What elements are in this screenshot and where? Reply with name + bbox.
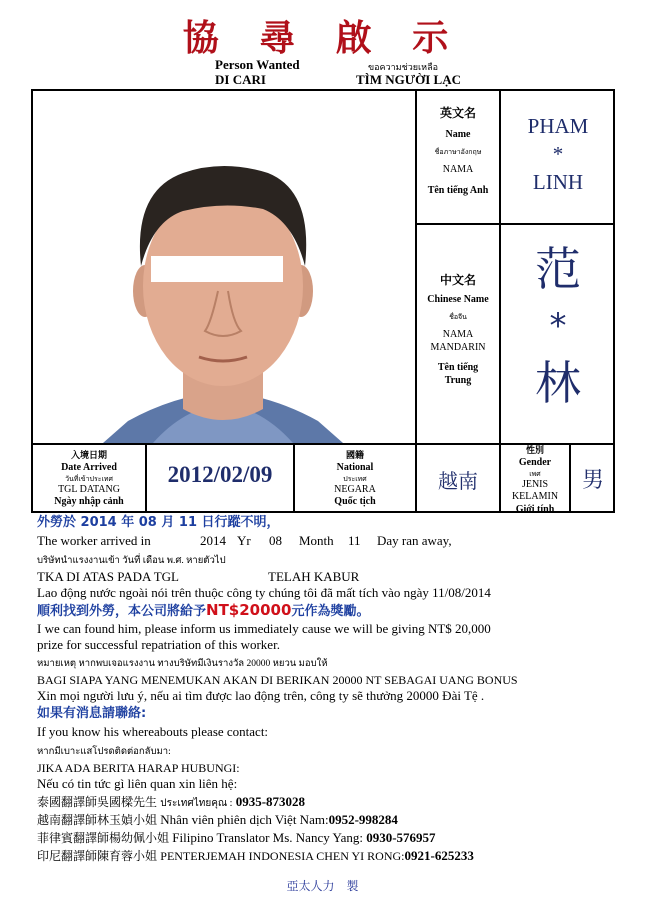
surname-zh: 范 — [535, 242, 581, 296]
name-zh-label-vi-2: Trung — [444, 374, 472, 386]
date-arrived-value: 2012/02/09 — [167, 462, 273, 487]
arrived-year: 2014 — [200, 533, 226, 548]
contact-prefix: 越南翻譯師林玉媜小姐 — [37, 813, 158, 827]
contact-prefix: 印尼翻譯師陳育蓉小姐 — [37, 849, 158, 863]
viet-title-label: TÌM NGƯỜI LẠC — [356, 72, 461, 87]
year-label: Yr — [237, 533, 251, 548]
national-label-id: NEGARA — [334, 483, 376, 495]
name-en-label-th: ชื่อภาษาอังกฤษ — [434, 147, 482, 156]
name-zh-label-th: ชื่อจีน — [449, 312, 467, 321]
body-line-th-date: บริษัทนำแรงงานเข้า วันที่ เดือน พ.ศ. หายตัวไป — [37, 556, 226, 566]
tka-text: TKA DI ATAS PADA TGL — [37, 569, 179, 584]
name-en-label-zh: 英文名 — [439, 106, 476, 120]
gender-label-vi: Giới tính — [515, 503, 555, 515]
national-label-vi: Quốc tịch — [334, 496, 376, 507]
contact-mid: ประเทศไทยคุณ : — [160, 798, 233, 809]
arrived-text: The worker arrived in — [37, 533, 151, 548]
arrived-month: 08 — [269, 533, 282, 548]
gender-labels — [501, 446, 569, 516]
contact-mid: Filipino Translator Ms. Nancy Yang: — [172, 830, 363, 845]
body-line-id-contact: JIKA ADA BERITA HARAP HUBUNGI: — [37, 761, 240, 775]
name-en-label-en: Name — [445, 129, 471, 140]
reward-text-zh: 順利找到外勞，本公司將給予 — [37, 604, 207, 619]
name-en-labels — [417, 106, 499, 197]
contact-indonesia-translator — [37, 848, 474, 864]
gender-label-th: เพศ — [529, 469, 541, 478]
contact-viet-translator — [37, 812, 398, 828]
contact-phone: 0921-625233 — [404, 848, 474, 863]
body-line-id-date — [37, 569, 360, 585]
body-line-zh-date: 外勞於 2014 年 08 月 11 日行蹤不明， — [37, 515, 280, 530]
contact-phone: 0935-873028 — [235, 794, 306, 809]
name-en-label-vi: Tên tiếng Anh — [427, 184, 489, 196]
date-label-en: Date Arrived — [61, 462, 117, 474]
contact-thai-translator — [37, 794, 305, 812]
body-line-vi-reward: Xin mọi người lưu ý, nếu ai tìm được lao động trên, công ty sẽ thưởng 20000 Đài Tệ . — [37, 688, 485, 703]
body-line-id-reward: BAGI SIAPA YANG MENEMUKAN AKAN DI BERIKAN 20000 NT SEBAGAI UANG BONUS — [37, 673, 518, 687]
reward-suffix: 元作為獎勵。 — [291, 604, 370, 619]
arrived-day: 11 — [348, 533, 361, 548]
date-label-zh: 入境日期 — [70, 451, 107, 461]
kabur-text: TELAH KABUR — [268, 569, 360, 584]
body-line-en-date — [37, 533, 452, 549]
national-label-th: ประเทศ — [343, 474, 367, 483]
contact-phone: 0930-576957 — [366, 830, 436, 845]
body-line-zh-reward — [37, 602, 369, 620]
grid-line — [415, 223, 615, 225]
body-line-th-reward: หมายเหตุ หากพบเจอแรงงาน ทางบริษัทมีเงินรางวัล 20000 หยวน มอบให้ — [37, 659, 328, 669]
contact-mid: Nhân viên phiên dịch Việt Nam: — [160, 812, 329, 827]
grid-line — [31, 443, 615, 445]
body-line-en-reward-2: prize for successful repatriation of this worker. — [37, 637, 280, 652]
reward-amount: NT$20000 — [206, 601, 292, 619]
month-label: Month — [299, 533, 334, 548]
contact-filipino-translator — [37, 830, 436, 846]
gender-label-en: Gender — [518, 457, 552, 469]
name-en-label-id: NAMA — [442, 164, 474, 176]
given-name-zh: 林 — [535, 356, 581, 410]
gender-label-id-1: JENIS — [521, 478, 549, 490]
date-arrived-labels — [33, 451, 145, 509]
given-name-en: LINH — [532, 170, 584, 194]
contact-prefix: 菲律賓翻譯師楊幼佩小姐 — [37, 831, 170, 845]
person-photo — [33, 91, 415, 443]
gender-label-zh: 性別 — [525, 446, 544, 456]
national-label-zh: 國籍 — [345, 451, 364, 461]
body-line-en-contact: If you know his whereabouts please contact: — [37, 724, 269, 739]
body-line-vi-date: Lao động nước ngoài nói trên thuộc công ty chúng tôi đã mất tích vào ngày 11/08/2014 — [37, 585, 491, 600]
surname-en: PHAM — [527, 114, 589, 138]
thai-title-label: ขอความช่วยเหลือ — [368, 62, 438, 72]
date-label-th: วันที่เข้าประเทศ — [65, 474, 113, 483]
name-en-value — [501, 112, 615, 196]
poster-title: 協 尋 啟 示 — [182, 17, 463, 59]
name-zh-labels — [417, 273, 499, 387]
footer-credit: 亞太人力 製 — [286, 879, 359, 893]
date-label-vi: Ngày nhập cảnh — [54, 496, 124, 507]
date-label-id: TGL DATANG — [58, 483, 120, 495]
contact-mid: PENTERJEMAH INDONESIA CHEN YI RONG: — [160, 849, 405, 863]
national-labels — [295, 451, 415, 509]
name-zh-label-en: Chinese Name — [427, 294, 489, 305]
name-zh-label-zh: 中文名 — [439, 273, 476, 287]
name-separator: * — [552, 142, 564, 166]
di-cari-label: DI CARI — [215, 72, 266, 87]
contact-prefix: 泰國翻譯師吳國樑先生 — [37, 795, 158, 809]
body-line-en-reward-1: I we can found him, please inform us immediately cause we will be giving NT$ 20,000 — [37, 621, 491, 636]
name-zh-label-id-2: MANDARIN — [430, 341, 486, 353]
body-line-zh-contact: 如果有消息請聯絡: — [37, 706, 147, 721]
person-wanted-label: Person Wanted — [215, 57, 300, 72]
contact-phone: 0952-998284 — [328, 812, 398, 827]
body-line-vi-contact: Nếu có tin tức gì liên quan xin liên hệ: — [37, 776, 238, 791]
body-line-th-contact: หากมีเบาะแสโปรดติดต่อกลับมา: — [37, 747, 171, 757]
name-zh-label-id-1: NAMA — [442, 329, 474, 341]
gender-value: 男 — [581, 468, 604, 493]
day-ran-away: Day ran away, — [377, 533, 452, 548]
national-value: 越南 — [438, 469, 478, 493]
name-zh-separator: * — [549, 306, 567, 346]
gender-label-id-2: KELAMIN — [511, 491, 559, 502]
name-zh-value — [501, 237, 615, 415]
name-zh-label-vi-1: Tên tiếng — [437, 362, 479, 374]
national-label-en: National — [336, 462, 374, 474]
